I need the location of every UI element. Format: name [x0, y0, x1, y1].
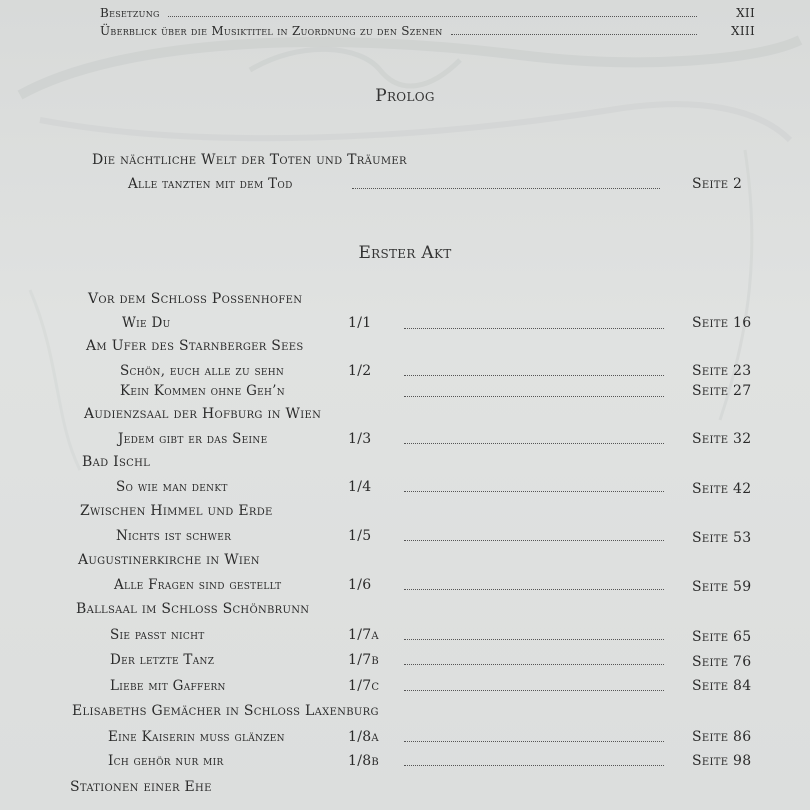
song-page: Seite 86 [692, 729, 752, 745]
leader-dots [451, 34, 697, 35]
leader-dots [404, 540, 664, 541]
song-page: Seite 65 [692, 629, 752, 645]
toc-page: XII [736, 6, 755, 20]
scene-title: Stationen einer Ehe [70, 779, 212, 795]
toc-label: Überblick über die Musiktitel in Zuordnung zu den Szenen [100, 24, 443, 38]
song-title[interactable]: Eine Kaiserin muss glänzen [108, 729, 285, 745]
scene-title: Bad Ischl [82, 454, 151, 470]
song-ref: 1/7b [348, 652, 380, 668]
song-ref: 1/2 [348, 363, 372, 379]
scene-title: Augustinerkirche in Wien [78, 552, 260, 568]
scene-title: Ballsaal im Schloss Schönbrunn [76, 601, 310, 617]
song-page: Seite 16 [692, 315, 752, 331]
scene-title: Zwischen Himmel und Erde [80, 503, 273, 519]
act1-heading: Erster Akt [358, 243, 452, 263]
scene-title: Vor dem Schloss Possenhofen [88, 291, 303, 307]
song-page: Seite 53 [692, 530, 752, 546]
leader-dots [404, 396, 664, 397]
song-page: Seite 76 [692, 654, 752, 670]
song-title[interactable]: Der letzte Tanz [110, 652, 215, 668]
leader-dots [404, 639, 664, 640]
toc-label: Besetzung [100, 6, 160, 20]
song-ref: 1/3 [348, 431, 372, 447]
song-title[interactable]: Kein Kommen ohne Geh’n [120, 383, 285, 399]
song-ref: 1/8b [348, 753, 380, 769]
song-ref: 1/6 [348, 577, 372, 593]
leader-dots [404, 589, 664, 590]
song-ref: 1/1 [348, 315, 372, 331]
song-page: Seite 98 [692, 753, 752, 769]
leader-dots [404, 741, 664, 742]
leader-dots [404, 491, 664, 492]
scene-title: Am Ufer des Starnberger Sees [86, 338, 304, 354]
leader-dots [352, 188, 660, 189]
song-ref: 1/7c [348, 678, 380, 694]
song-page: Seite 32 [692, 431, 752, 447]
leader-dots [404, 375, 664, 376]
song-ref: 1/5 [348, 528, 372, 544]
song-title[interactable]: Liebe mit Gaffern [110, 678, 226, 694]
song-title[interactable]: Ich gehör nur mir [108, 753, 224, 769]
song-page: Seite 23 [692, 363, 752, 379]
toc-row-ueberblick[interactable] [100, 24, 755, 40]
song-ref: 1/4 [348, 479, 372, 495]
song-page: Seite 2 [692, 176, 743, 192]
song-title[interactable]: Alle Fragen sind gestellt [114, 577, 282, 593]
song-page: Seite 42 [692, 481, 752, 497]
leader-dots [404, 664, 664, 665]
toc-page: XIII [731, 24, 755, 38]
song-page: Seite 84 [692, 678, 752, 694]
song-title[interactable]: Alle tanzten mit dem Tod [128, 176, 293, 192]
song-title[interactable]: So wie man denkt [116, 479, 228, 495]
leader-dots [404, 328, 664, 329]
song-ref: 1/8a [348, 729, 379, 745]
song-title[interactable]: Jedem gibt er das Seine [118, 431, 268, 447]
leader-dots [168, 16, 697, 17]
song-page: Seite 59 [692, 579, 752, 595]
prolog-heading: Prolog [375, 86, 435, 106]
leader-dots [404, 443, 664, 444]
scene-title: Elisabeths Gemächer in Schloss Laxenburg [72, 703, 379, 719]
leader-dots [404, 765, 664, 766]
song-page: Seite 27 [692, 383, 752, 399]
song-title[interactable]: Wie Du [122, 315, 171, 331]
song-title[interactable]: Nichts ist schwer [116, 528, 232, 544]
leader-dots [404, 690, 664, 691]
song-title[interactable]: Sie passt nicht [110, 627, 205, 643]
toc-row-besetzung[interactable] [100, 6, 755, 22]
song-ref: 1/7a [348, 627, 379, 643]
song-title[interactable]: Schön, euch alle zu sehn [120, 363, 285, 379]
scene-title: Die nächtliche Welt der Toten und Träumer [92, 152, 407, 168]
scene-title: Audienzsaal der Hofburg in Wien [84, 406, 322, 422]
